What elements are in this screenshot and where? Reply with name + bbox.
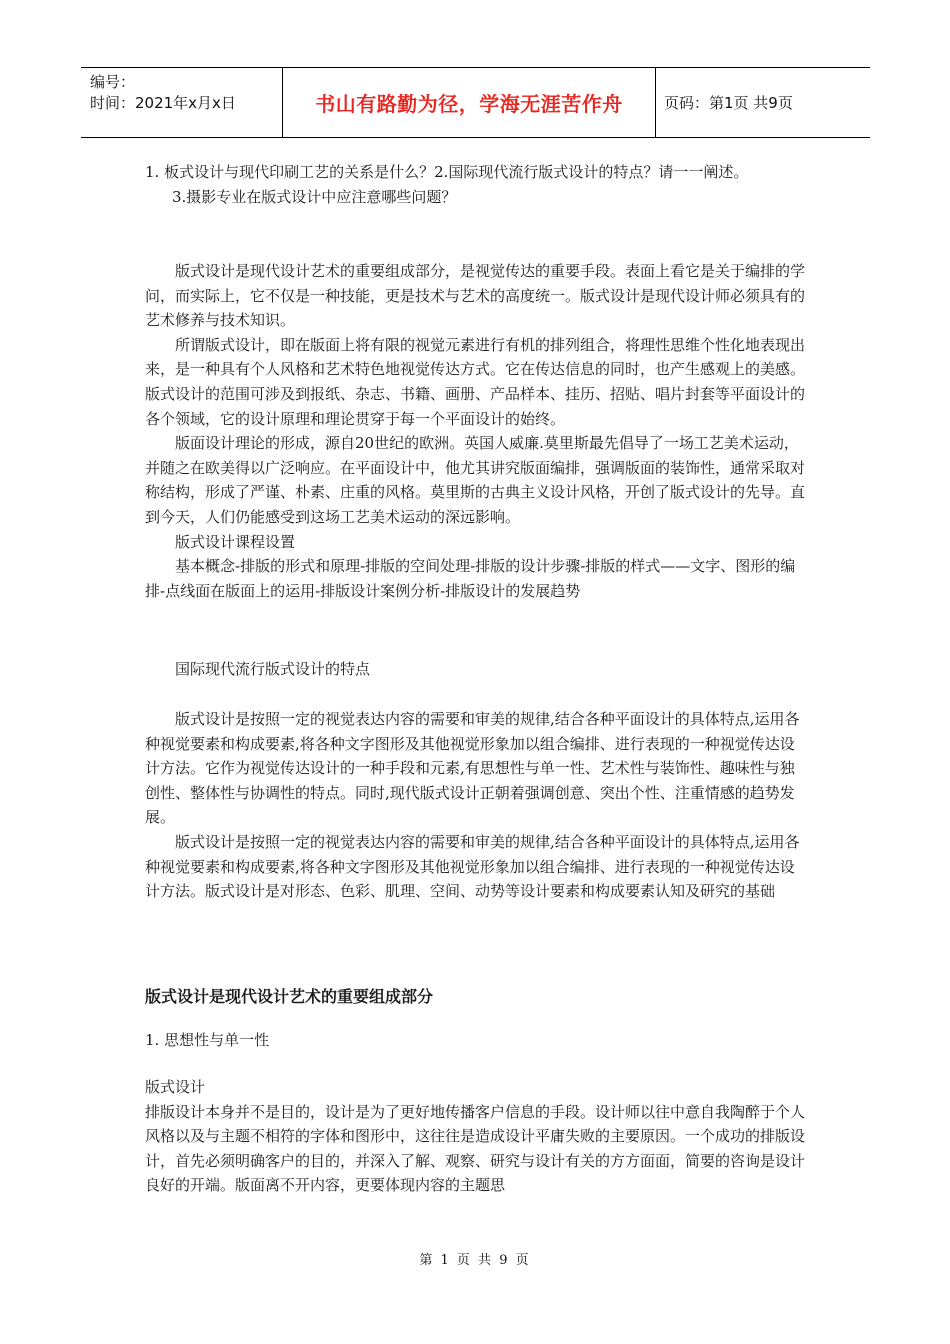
page-footer: 第 1 页 共 9 页	[419, 1253, 531, 1268]
header-meta	[81, 68, 282, 137]
layout-design-label: 版式设计	[145, 1078, 206, 1096]
course-setup-title: 版式设计课程设置	[175, 532, 296, 551]
header-page-info: 页码：第1页 共9页	[664, 94, 793, 112]
header-table	[81, 67, 870, 138]
section-trends-title-block	[145, 657, 807, 682]
subheading-1: 1. 思想性与单一性	[145, 1031, 270, 1049]
intro-paragraph-2: 所谓版式设计，即在版面上将有限的视觉元素进行有机的排列组合，将理性思维个性化地表现出来，是一种具有个人风格和艺术特色地视觉传达方式。它在传达信息的同时，也产生感观上的美感。版式设计的范围可涉及到报纸、杂志、书籍、画册、产品样本、挂历、招贴、唱片封套等平面设计的各个领域，它的设计原理和理论贯穿于每一个平面设计的始终。	[145, 335, 806, 428]
question-line-1: 1. 板式设计与现代印刷工艺的关系是什么？2.国际现代流行版式设计的特点？请一一阐述。	[145, 163, 749, 181]
intro-paragraph-1: 版式设计是现代设计艺术的重要组成部分，是视觉传达的重要手段。表面上看它是关于编排的学问，而实际上，它不仅是一种技能，更是技术与艺术的高度统一。版式设计是现代设计师必须具有的艺术修养与技术知识。	[145, 262, 806, 330]
header-motto: 书山有路勤为径，学海无涯苦作舟	[282, 68, 656, 137]
intro-paragraph-3: 版面设计理论的形成，源自20世纪的欧洲。英国人威廉.莫里斯最先倡导了一场工艺美术运动，并随之在欧美得以广泛响应。在平面设计中，他尤其讲究版面编排，强调版面的装饰性，通常采取对称结构，形成了严谨、朴素、庄重的风格。莫里斯的古典主义设计风格，开创了版式设计的先导。直到今天，人们仍能感受到这场工艺美术运动的深远影响。	[145, 434, 806, 526]
trends-title: 国际现代流行版式设计的特点	[175, 660, 371, 678]
section-trends	[145, 707, 807, 904]
document-date: 时间：2021年x月x日	[90, 94, 236, 112]
trends-paragraph-2: 版式设计是按照一定的视觉表达内容的需要和审美的规律,结合各种平面设计的具体特点,运用各种视觉要素和构成要素,将各种文字图形及其他视觉形象加以组合编排、进行表现的一种视觉传达设计方法。版式设计是对形态、色彩、肌理、空间、动势等设计要素和构成要素认知及研究的基础	[145, 832, 800, 901]
section-layout-design	[145, 1075, 807, 1198]
document-number-label: 编号：	[90, 73, 136, 91]
course-setup-content: 基本概念-排版的形式和原理-排版的空间处理-排版的设计步骤-排版的样式——文字、图形的编排-点线面在版面上的运用-排版设计案例分析-排版设计的发展趋势	[145, 557, 796, 600]
subheading-block	[145, 1028, 807, 1053]
section-heading: 版式设计是现代设计艺术的重要组成部分	[145, 987, 434, 1006]
section-intro	[145, 259, 807, 603]
trends-paragraph-1: 版式设计是按照一定的视觉表达内容的需要和审美的规律,结合各种平面设计的具体特点,运用各种视觉要素和构成要素,将各种文字图形及其他视觉形象加以组合编排、进行表现的一种视觉传达设计方法。它作为视觉传达设计的一种手段和元素,有思想性与单一性、艺术性与装饰性、趣味性与独创性、整体性与协调性的特点。同时,现代版式设计正朝着强调创意、突出个性、注重情感的趋势发展。	[145, 710, 800, 827]
layout-design-paragraph: 排版设计本身并不是目的，设计是为了更好地传播客户信息的手段。设计师以往中意自我陶醉于个人风格以及与主题不相符的字体和图形中，这往往是造成设计平庸失败的主要原因。一个成功的排版设计，首先必须明确客户的目的，并深入了解、观察、研究与设计有关的方方面面，简要的咨询是设计良好的开端。版面离不开内容，更要体现内容的主题思	[145, 1102, 806, 1195]
question-line-2: 3.摄影专业在版式设计中应注意哪些问题？	[172, 188, 457, 206]
